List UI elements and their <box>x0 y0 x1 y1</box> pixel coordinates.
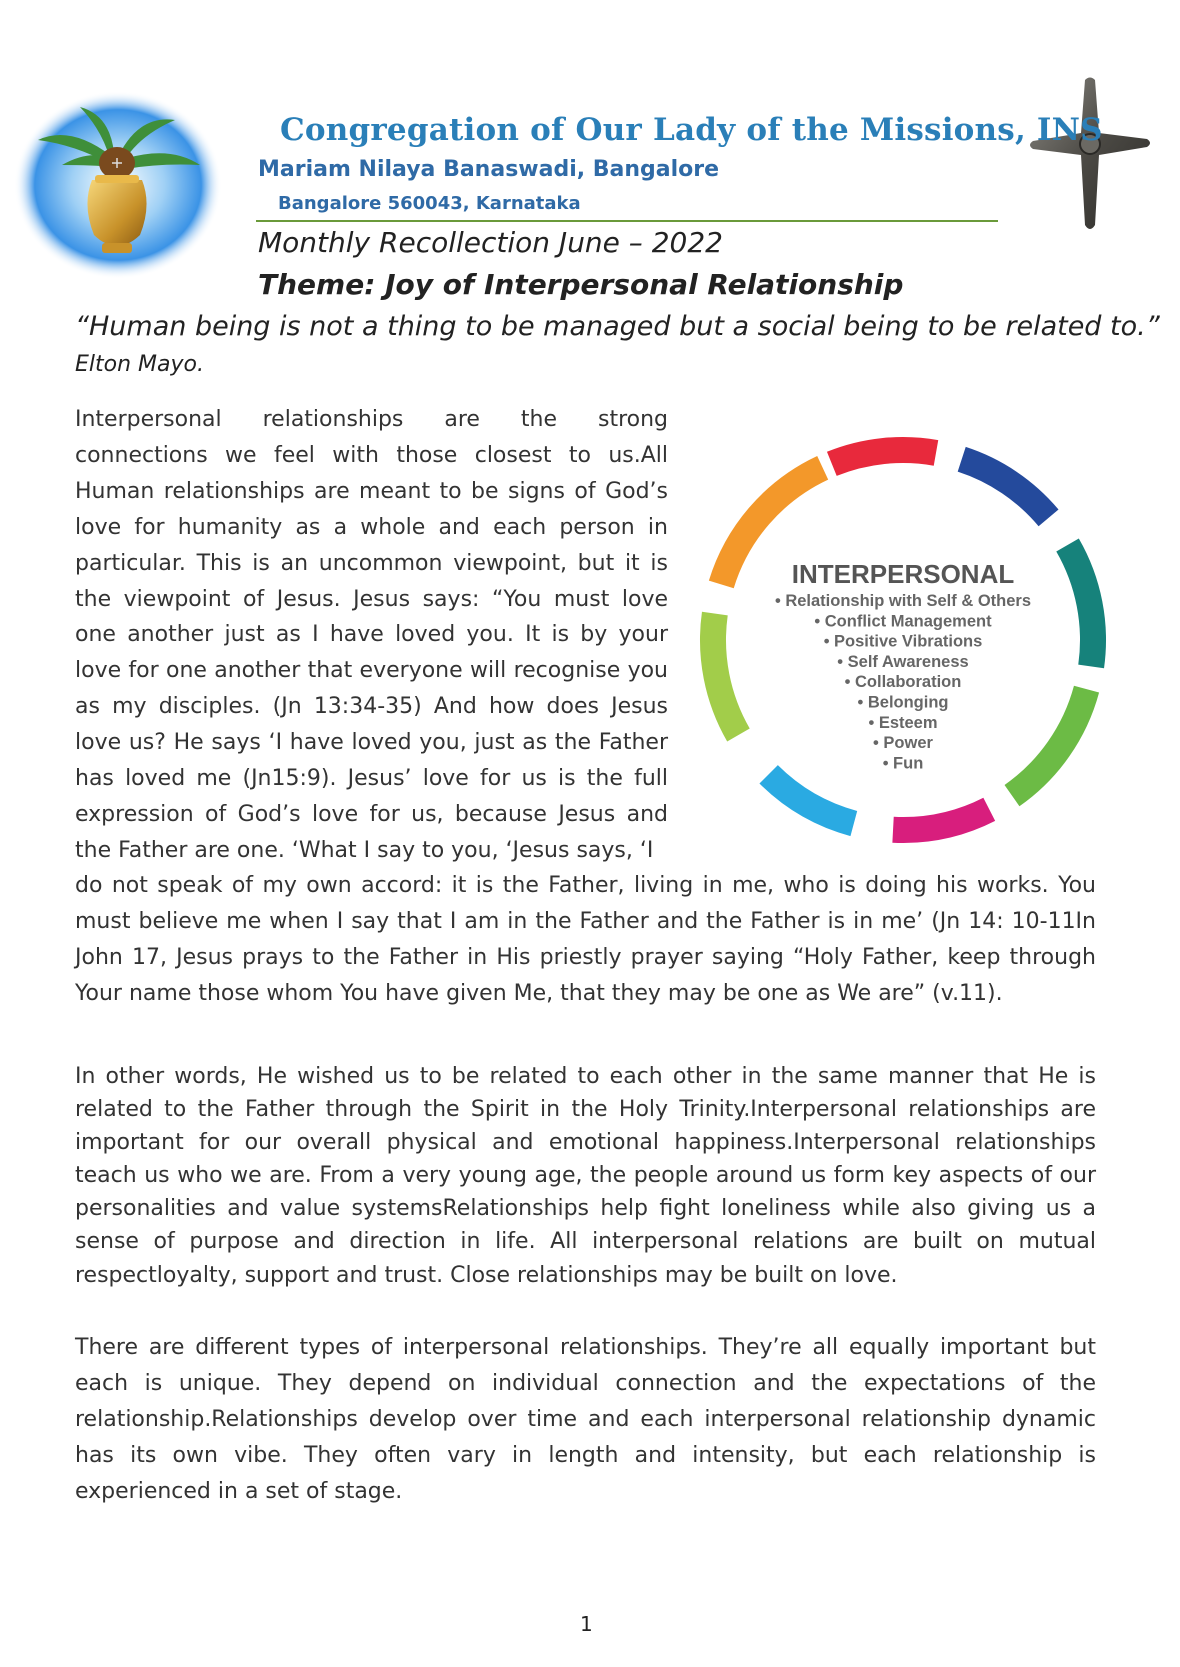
cross-emblem <box>1025 75 1155 235</box>
diagram-item: • Fun <box>882 754 924 773</box>
diagram-item: • Power <box>873 734 933 753</box>
paragraph-3-text: There are different types of interpersonal relationships. They’re all equally important but each is unique. They depend on individual connection and the expectations of the relationship.Relationships develop over time and each interpersonal relationship dynamic has its own vibe. They often vary in length and intensity, but each relationship is experienced in a set of stage. <box>75 1335 1096 1504</box>
recollection-title: Monthly Recollection June – 2022 <box>258 226 723 259</box>
organization-name: Congregation of Our Lady of the Missions, INS <box>280 112 1103 148</box>
diagram-title: INTERPERSONAL <box>791 559 1015 589</box>
ring-segment <box>893 809 989 830</box>
paragraph-1-continued-text: do not speak of my own accord: it is the Father, living in me, who is doing his works. You must believe me when I say that I am in the Father and the Father is in me’ (Jn 14: 10-11In John 17, Jesus prays to the Father in His priestly prayer saying “Holy Father, keep through Your name those whom You have given Me, that they may be one as We are” (v.11). <box>75 873 1096 1006</box>
diagram-item: • Self Awareness <box>837 652 969 671</box>
theme-title: Theme: Joy of Interpersonal Relationship <box>258 268 904 301</box>
paragraph-2-text: In other words, He wished us to be related to each other in the same manner that He is related to the Father through the Spirit in the Holy Trinity.Interpersonal relationships are important for our overall physical and emotional happiness.Interpersonal relationships teach us who we are. From a very young age, the people around us form key aspects of our personalities and value systemsRelationships help fight loneliness while also giving us a sense of purpose and direction in life. All interpersonal relations are built on mutual respectloyalty, support and trust. Close relationships may be built on love. <box>75 1064 1096 1288</box>
quote-author: Elton Mayo. <box>75 352 204 377</box>
paragraph-1-continued <box>75 868 1096 1012</box>
opening-quote: “Human being is not a thing to be managed but a social being to be related to.” <box>75 311 1160 342</box>
diagram-item: • Esteem <box>868 713 938 732</box>
organization-location: Mariam Nilaya Banaswadi, Bangalore <box>258 157 720 182</box>
ring-segment <box>962 459 1049 518</box>
diagram-item: • Belonging <box>857 693 949 712</box>
diagram-item: • Relationship with Self & Others <box>774 592 1032 610</box>
paragraph-3 <box>75 1330 1096 1510</box>
diagram-item: • Positive Vibrations <box>823 632 983 651</box>
ring-segment <box>1068 545 1093 666</box>
ring-segment <box>769 774 854 823</box>
organization-address: Bangalore 560043, Karnataka <box>278 193 581 214</box>
interpersonal-ring <box>685 428 1115 853</box>
ring-segment <box>832 450 936 464</box>
page-number: 1 <box>580 1612 593 1636</box>
congregation-logo <box>10 85 230 280</box>
paragraph-2 <box>75 1060 1096 1292</box>
interpersonal-diagram <box>685 428 1115 853</box>
diagram-item: • Conflict Management <box>814 612 992 631</box>
diagram-item: • Collaboration <box>844 673 962 692</box>
ring-segment <box>713 614 738 735</box>
ring-segment <box>1012 689 1087 795</box>
header-divider <box>256 220 998 222</box>
paragraph-1-text: Interpersonal relationships are the strong connections we feel with those closest to us.All Human relationships are meant to be signs of God’s love for humanity as a whole and each person in particular. This is an uncommon viewpoint, but it is the viewpoint of Jesus. Jesus says: “You must love one another just as I have loved you. It is by your love for one another that everyone will recognise you as my disciples. (Jn 13:34-35) And how does Jesus love us? He says ‘I have loved you, just as the Father has loved me (Jn15:9). Jesus’ love for us is the full expression of God’s love for us, because Jesus and the Father are one. ‘What I say to you, ‘Jesus says, ‘I <box>75 407 668 863</box>
paragraph-1 <box>75 402 668 869</box>
